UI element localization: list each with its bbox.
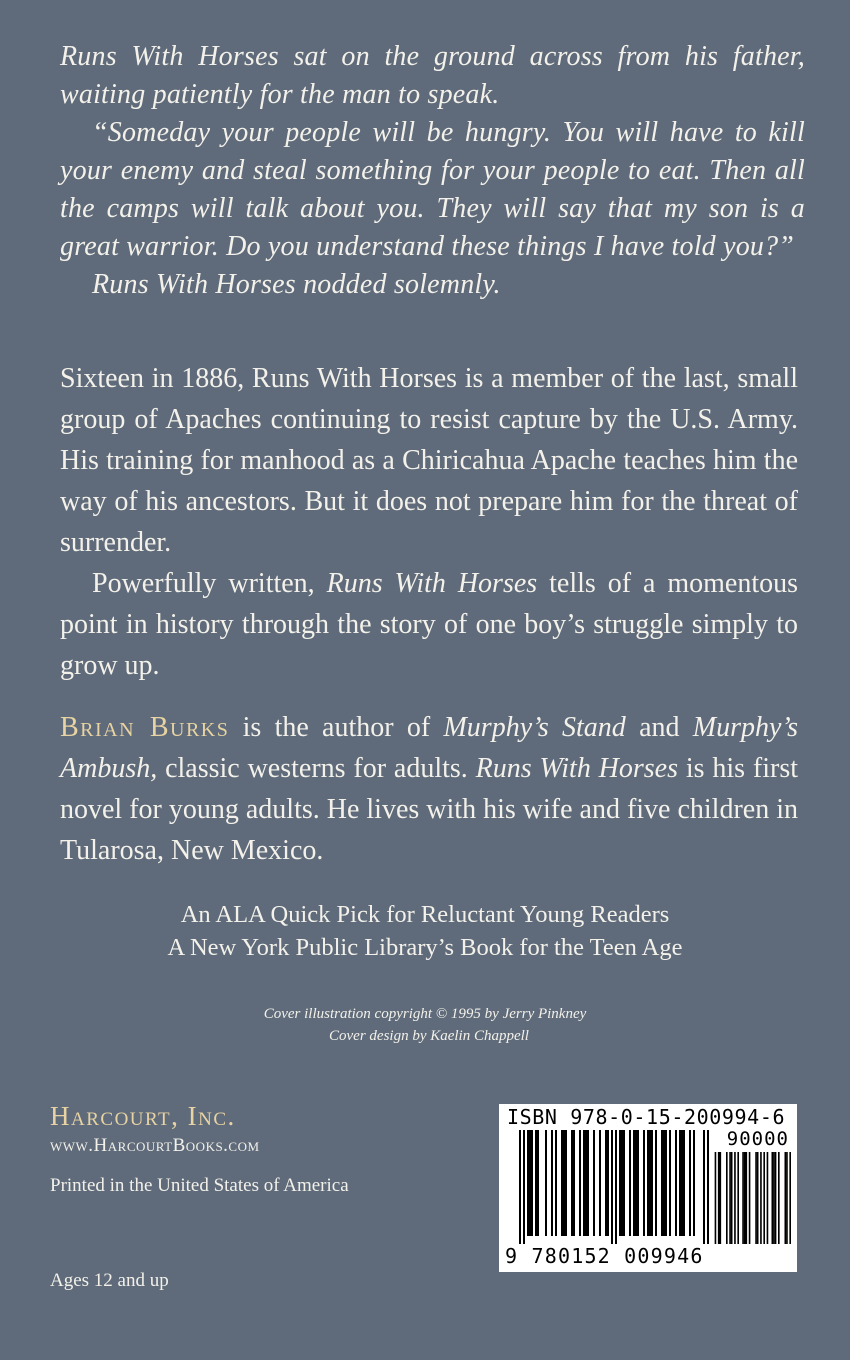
- barcode-bar: [615, 1130, 617, 1244]
- barcode-bar: [649, 1130, 651, 1236]
- addon-bar: [726, 1152, 728, 1244]
- addon-bar: [772, 1152, 774, 1244]
- barcode-bar: [555, 1130, 557, 1236]
- isbn-label: ISBN 978-0-15-200994-6: [507, 1105, 786, 1129]
- honor-line-2: A New York Public Library’s Book for the Teen Age: [167, 934, 683, 961]
- barcode-bar: [585, 1130, 587, 1236]
- author-bio-paragraph: [60, 707, 798, 871]
- design-credit: Cover design by Kaelin Chappell: [329, 1028, 529, 1044]
- barcode-bar: [635, 1130, 637, 1236]
- barcode-bar: [531, 1130, 533, 1236]
- barcode-bar: [535, 1130, 537, 1236]
- barcode-bar: [527, 1130, 529, 1236]
- author-name: Brian Burks: [60, 712, 230, 743]
- addon-bar: [789, 1152, 791, 1244]
- barcode-bar: [619, 1130, 621, 1236]
- ean-barcode-bars: [519, 1130, 709, 1244]
- addon-bar: [742, 1152, 744, 1244]
- addon-bar: [734, 1152, 736, 1244]
- synopsis-book-title: Runs With Horses: [326, 568, 538, 599]
- barcode-bar: [537, 1130, 539, 1236]
- price-code: 90000: [726, 1128, 789, 1150]
- publisher-name: Harcourt, Inc.: [50, 1101, 236, 1131]
- barcode-bar: [681, 1130, 683, 1236]
- barcode-bar: [665, 1130, 667, 1236]
- barcode-bar: [583, 1130, 585, 1236]
- addon-bar: [718, 1152, 720, 1244]
- barcode-bar: [565, 1130, 567, 1236]
- excerpt: [60, 38, 805, 304]
- barcode-bar: [605, 1130, 607, 1236]
- barcode-bar: [633, 1130, 635, 1236]
- barcode-bar: [663, 1130, 665, 1236]
- barcode-bar: [661, 1130, 663, 1236]
- barcode-bar: [561, 1130, 563, 1236]
- illustration-credit: Cover illustration copyright © 1995 by Jerry Pinkney: [263, 1006, 587, 1022]
- barcode-bar: [629, 1130, 631, 1236]
- barcode-bar: [529, 1130, 531, 1236]
- excerpt-paragraph-1: Runs With Horses sat on the ground across from his father, waiting patiently for the man to speak.: [60, 41, 805, 110]
- addon-bar: [749, 1152, 751, 1244]
- addon-bar: [731, 1152, 733, 1244]
- honors: [0, 898, 850, 964]
- barcode-bar: [675, 1130, 677, 1236]
- barcode-bar: [611, 1130, 613, 1244]
- excerpt-paragraph-3: Runs With Horses nodded solemnly.: [92, 269, 501, 300]
- barcode-bar: [573, 1130, 575, 1236]
- age-range: Ages 12 and up: [50, 1270, 169, 1291]
- printed-in: Printed in the United States of America: [50, 1175, 349, 1196]
- barcode-bar: [647, 1130, 649, 1236]
- addon-bar: [757, 1152, 759, 1244]
- addon-bar: [773, 1152, 775, 1244]
- addon-bar: [715, 1152, 717, 1244]
- addon-bar: [760, 1152, 762, 1244]
- barcode-bar: [693, 1130, 695, 1236]
- addon-bar: [785, 1152, 787, 1244]
- addon-bar: [729, 1152, 731, 1244]
- bio-text-2: and: [639, 712, 680, 743]
- ean-digits: 9 780152 009946: [505, 1244, 704, 1268]
- barcode-bar: [599, 1130, 601, 1236]
- barcode-bar: [587, 1130, 589, 1236]
- barcode-bar: [689, 1130, 691, 1236]
- barcode-bar: [571, 1130, 573, 1236]
- bio-text-1: is the author of: [242, 712, 431, 743]
- addon-bar: [778, 1152, 780, 1244]
- honor-line-1: An ALA Quick Pick for Reluctant Young Readers: [180, 901, 670, 928]
- synopsis-paragraph-2: [60, 563, 798, 686]
- synopsis-text-start: Powerfully written,: [92, 568, 315, 599]
- synopsis: [60, 358, 798, 686]
- barcode-bar: [683, 1130, 685, 1236]
- addon-bar: [775, 1152, 777, 1244]
- publisher-website: www.HarcourtBooks.com: [50, 1135, 260, 1156]
- bio-book-3: Runs With Horses: [475, 753, 679, 784]
- barcode-bar: [563, 1130, 565, 1236]
- addon-bar: [746, 1152, 748, 1244]
- addon-barcode-bars: [713, 1152, 791, 1244]
- barcode-bar: [651, 1130, 653, 1236]
- barcode-bar: [519, 1130, 521, 1244]
- barcode-bar: [637, 1130, 639, 1236]
- author-bio: [60, 707, 798, 871]
- addon-bar: [767, 1152, 769, 1244]
- isbn-barcode: [499, 1104, 797, 1272]
- barcode-bar: [707, 1130, 709, 1244]
- cover-credits: [0, 1003, 850, 1047]
- addon-bar: [786, 1152, 788, 1244]
- barcode-bar: [679, 1130, 681, 1236]
- bio-text-3: classic westerns for adults.: [165, 753, 468, 784]
- addon-bar: [755, 1152, 757, 1244]
- addon-bar: [720, 1152, 722, 1244]
- addon-bar: [744, 1152, 746, 1244]
- synopsis-text-end: tells of a momentous point in history through the story of one boy’s struggle simply to grow up.: [60, 568, 798, 681]
- bio-text-4: is his first novel for young adults. He lives with his wife and five children in Tularosa, New Mexico.: [60, 753, 799, 866]
- barcode-bar: [551, 1130, 553, 1236]
- barcode-bar: [623, 1130, 625, 1236]
- barcode-bar: [655, 1130, 657, 1236]
- barcode-bar: [621, 1130, 623, 1236]
- barcode-bar: [703, 1130, 705, 1244]
- barcode-bar: [669, 1130, 671, 1236]
- barcode-bar: [643, 1130, 645, 1236]
- addon-bar: [763, 1152, 765, 1244]
- barcode-bar: [523, 1130, 525, 1244]
- barcode-bar: [593, 1130, 595, 1236]
- barcode-bar: [607, 1130, 609, 1236]
- synopsis-paragraph-1: Sixteen in 1886, Runs With Horses is a member of the last, small group of Apaches continuing to resist capture by the U.S. Army. His training for manhood as a Chiricahua Apache teaches him the way of his ancestors. But it does not prepare him for the threat of surrender.: [60, 363, 798, 558]
- barcode-bar: [545, 1130, 547, 1236]
- bio-book-1: Murphy’s Stand: [443, 712, 626, 743]
- bio-book-2: Murphy’s Ambush,: [60, 712, 799, 784]
- excerpt-paragraph-2: “Someday your people will be hungry. You will have to kill your enemy and steal something for your people to eat. Then all the camps will talk about you. They will say that my son is a great warrior. Do you understand these things I have told you?”: [60, 117, 805, 262]
- barcode-bar: [579, 1130, 581, 1236]
- addon-bar: [737, 1152, 739, 1244]
